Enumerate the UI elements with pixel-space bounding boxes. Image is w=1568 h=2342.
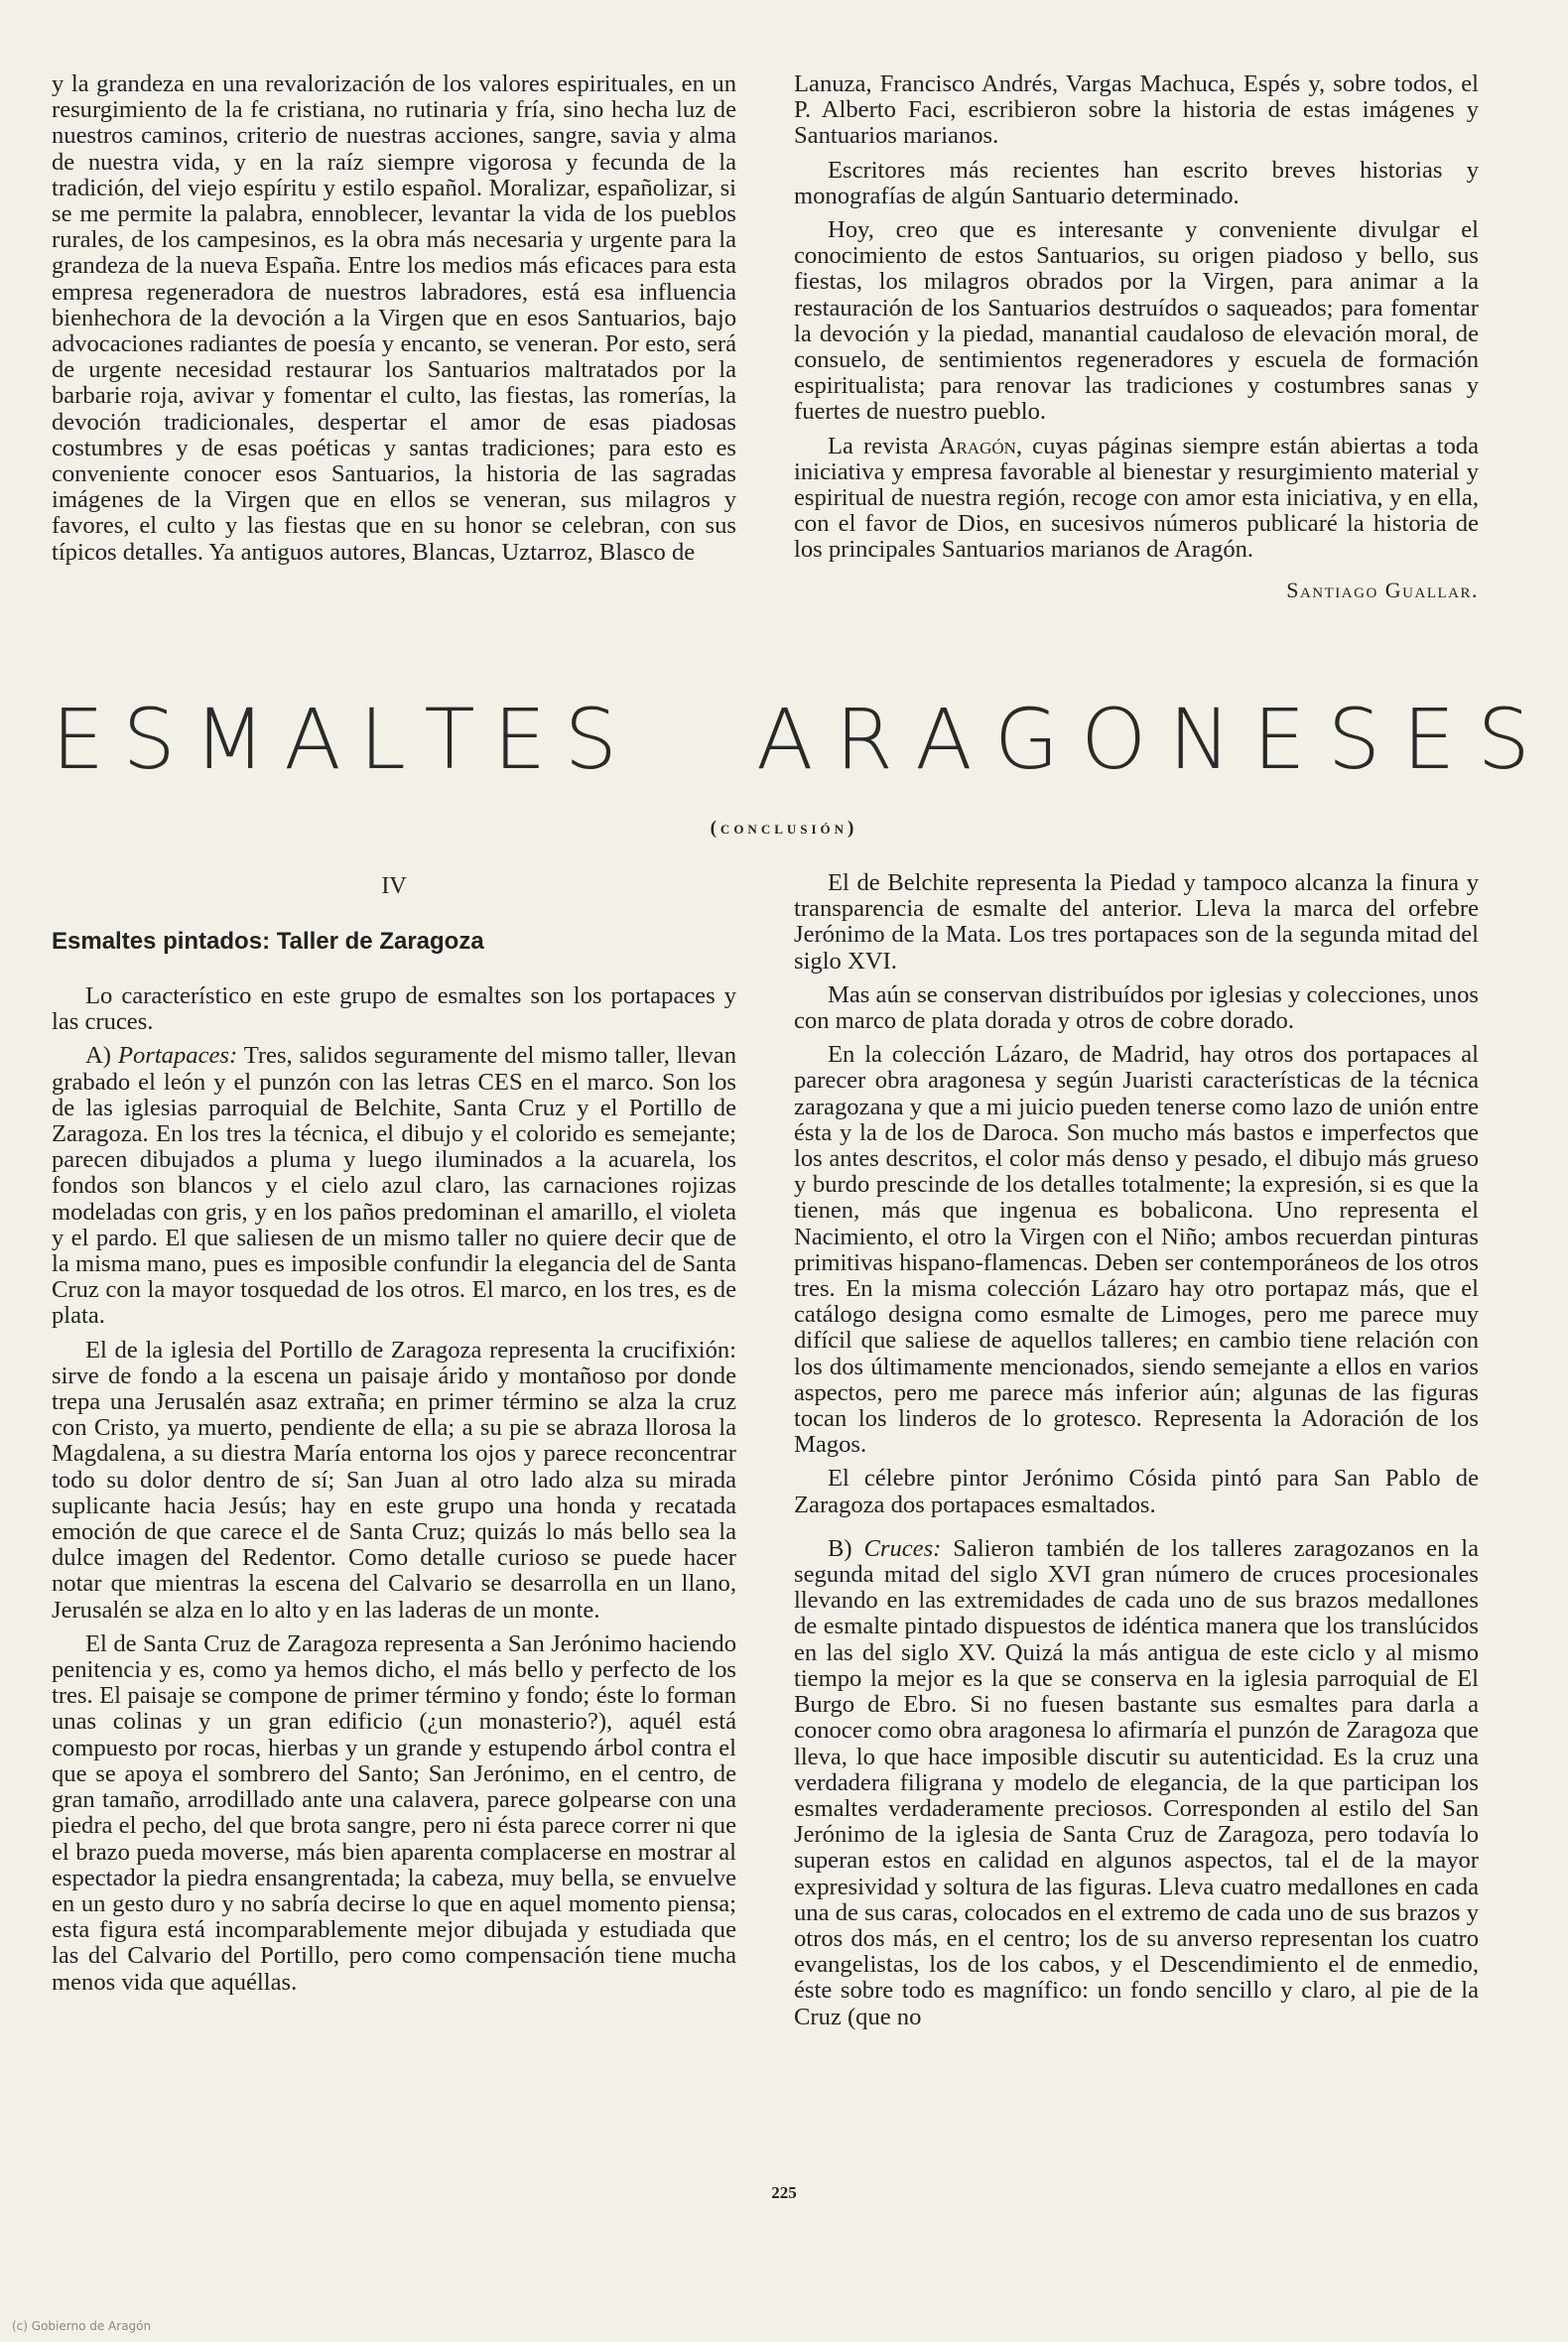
article-right-column [794,870,1479,2038]
article-left-paragraph-4: El de Santa Cruz de Zaragoza representa a San Jerónimo haciendo penitencia y es, como ya hemos dicho, el más bello y perfecto de los tres. El paisaje se compone de primer término y fondo; éste lo forman unas colinas y un gran edificio (¿un monasterio?), aquél está compuesto por rocas, hierbas y un grande y estupendo árbol contra el que se apoya el sombrero del Santo; San Jerónimo, en el centro, de gran tamaño, arrodillado ante una calavera, parece golpearse con una piedra el pecho, del que brota sangre, pero ni ésta parece correr ni que el brazo pueda moverse, más bien aparenta complacerse en mostrar al espectador la piedra ensangrentada; la cabeza, muy bella, se envuelve en un gesto duro y no sabría decirse lo que en aquel momento piensa; esta figura está incomparablemente mejor dibujada y estudiada que las del Calvario del Portillo, pero como compensación tiene mucha menos vida que aquéllas. [52,1629,736,1996]
copyright-credit: (c) Gobierno de Aragón [12,2319,152,2333]
top-left-paragraph: y la grandeza en una revalorización de los valores espirituales, en un resurgimiento de la fe cristiana, no rutinaria y fría, sino hecha luz de nuestros caminos, criterio de nuestras acciones, sangre, savia y alma de nuestra vida, y en la raíz siempre vigorosa y fecunda de la tradición, del viejo espíritu y estilo español. Moralizar, españolizar, si se me permite la palabra, ennoblecer, levantar la vida de los pueblos rurales, de los campesinos, es la obra más necesaria y urgente para la grandeza de la nueva España. Entre los medios más eficaces para esta empresa regeneradora de nuestros labradores, está esa influencia bienhechora de la devoción a la Virgen que en esos Santuarios, bajo advocaciones radiantes de poesía y encanto, se veneran. Por esto, será de urgente necesidad restaurar los Santuarios maltratados por la barbarie roja, avivar y fomentar el culto, las fiestas, las romerías, la devoción tradicionales, despertar el amor de esas piadosas costumbres y de esas poéticas y santas tradiciones; para esto es conveniente conocer esos Santuarios, la historia de las sagradas imágenes de la Virgen que en ellos se veneran, sus milagros y favores, el culto y las fiestas que en su honor se celebran, con sus típicos detalles. Ya antiguos autores, Blancas, Uztarroz, Blasco de [52,70,736,566]
title-word-esmaltes: E S M A L T E S [52,691,617,788]
author-signature: Santiago Guallar. [1286,577,1479,602]
article-left-column [52,873,736,2004]
article-left-paragraph-1: Lo característico en este grupo de esmaltes son los portapaces y las cruces. [52,982,736,1036]
top-right-paragraph-4: La revista Aragón, cuyas páginas siempre están abiertas a toda iniciativa y empresa favorable al bienestar y resurgimiento material y espiritual de nuestra región, recoge con amor esta iniciativa, y en ella, con el favor de Dios, en sucesivos números publicaré la historia de los principales Santuarios marianos de Aragón. [794,432,1479,564]
magazine-name: Aragón [938,432,1016,459]
article-title [52,691,1530,788]
term-cruces: Cruces: [863,1534,942,1562]
article-left-paragraph-3: El de la iglesia del Portillo de Zaragoza representa la crucifixión: sirve de fondo a la escena un paisaje árido y montañoso por donde trepa una Jerusalén asaz extraña; en primer término se alza la cruz con Cristo, ya muerto, pendiente de ella; a su pie se abraza llorosa la Magdalena, a su diestra María entorna los ojos y parece reconcentrar todo su dolor dentro de sí; San Juan al otro lado alza su mirada suplicante hacia Jesús; hay en este grupo una honda y recatada emoción de que carece el de Santa Cruz; quizás lo más bello sea la dulce imagen del Redentor. Como detalle curioso se puede hacer notar que mientras la escena del Calvario se desarrolla en un llano, Jerusalén se alza en lo alto y en las laderas de un monte. [52,1336,736,1624]
top-left-column [52,71,736,574]
top-right-paragraph-1: Lanuza, Francisco Andrés, Vargas Machuca, Espés y, sobre todos, el P. Alberto Faci, escribieron sobre la historia de estas imágenes y Santuarios marianos. [794,70,1479,150]
article-subtitle: (conclusión) [710,818,858,839]
section-number: IV [381,873,407,899]
article-right-paragraph-4: El célebre pintor Jerónimo Cósida pintó para San Pablo de Zaragoza dos portapaces esmaltados. [794,1465,1479,1518]
term-portapaces: Portapaces: [117,1042,238,1070]
top-right-paragraph-3: Hoy, creo que es interesante y conveniente divulgar el conocimiento de estos Santuarios, su origen piadoso y bello, sus fiestas, los milagros obrados por la Virgen, para animar a la restauración de los Santuarios destruídos o saqueados; para fomentar la devoción y la piedad, manantial caudaloso de elevación moral, de consuelo, de sentimientos regeneradores y escuela de formación espiritualista; para renovar las tradiciones y costumbres sanas y fuertes de nuestro pueblo. [794,216,1479,426]
top-right-column [794,71,1479,603]
article-left-paragraph-2: A) Portapaces: Tres, salidos seguramente del mismo taller, llevan grabado el león y el punzón con las letras CES en el marco. Son los de las iglesias parroquial de Belchite, Santa Cruz y el Portillo de Zaragoza. En los tres la técnica, el dibujo y el colorido es semejante; parecen dibujados a pluma y luego iluminados a la acuarela, los fondos son blancos y el cielo azul claro, las carnaciones rojizas modeladas con gris, y en los paños predominan el amarillo, el violeta y el pardo. El que saliesen de un mismo taller no quiere decir que de la misma mano, pues es imposible confundir la elegancia del de Santa Cruz con la mayor tosquedad de los otros. El marco, en los tres, es de plata. [52,1042,736,1330]
article-right-paragraph-1: El de Belchite representa la Piedad y tampoco alcanza la finura y transparencia de esmalte del anterior. Lleva la marca del orfebre Jerónimo de la Mata. Los tres portapaces son de la segunda mitad del siglo XVI. [794,869,1479,975]
page-number: 225 [771,2183,797,2202]
section-title: Esmaltes pintados: Taller de Zaragoza [52,928,484,955]
title-word-aragoneses: A R A G O N E S E S [756,691,1530,788]
article-right-paragraph-2: Mas aún se conservan distribuídos por iglesias y colecciones, unos con marco de plata dorada y otros de cobre dorado. [794,980,1479,1035]
article-right-paragraph-3: En la colección Lázaro, de Madrid, hay otros dos portapaces al parecer obra aragonesa y según Juaristi características de la técnica zaragozana y que a mi juicio pueden tenerse como lazo de unión entre ésta y la de los de Daroca. Son mucho más bastos e imperfectos que los antes descritos, el color más denso y pesado, el dibujo más grueso y burdo prescinde de los detalles totalmente; la expresión, si es que la tienen, más que ingenua es bobalicona. Uno representa el Nacimiento, el otro la Virgen con el Niño; ambos recuerdan pinturas primitivas hispano-flamencas. Deben ser contemporáneos de los otros tres. En la misma colección Lázaro hay otro portapaz más, que el catálogo designa como esmalte de Limoges, pero me parece muy difícil que saliese de aquellos talleres; en cambio tiene relación con los dos últimamente mencionados, siendo semejante a ellos en varios aspectos, pero me parece más inferior aún; algunas de las figuras tocan los linderos de lo grotesco. Representa la Adoración de los Magos. [794,1041,1479,1459]
article-right-paragraph-5: B) Cruces: Salieron también de los talleres zaragozanos en la segunda mitad del siglo XVI gran número de cruces procesionales llevando en las extremidades de cada uno de sus brazos medallones de esmalte pintado dispuestos de idéntica manera que los translúcidos en las del siglo XV. Quizá la más antigua de este ciclo y al mismo tiempo la mejor es la que se conserva en la iglesia parroquial de El Burgo de Ebro. Si no fuesen bastante sus esmaltes para darla a conocer como obra aragonesa lo afirmaría el punzón de Zaragoza que lleva, lo que hace imposible discutir su autenticidad. Es la cruz una verdadera filigrana y modelo de elegancia, de la que participan los esmaltes verdaderamente preciosos. Corresponden al estilo del San Jerónimo de la iglesia de Santa Cruz de Zaragoza, pero todavía lo superan estos en calidad en algunos aspectos, tal el de la mayor expresividad y soltura de las figuras. Lleva cuatro medallones en cada una de sus caras, colocados en el extremo de cada uno de sus brazos y otros dos más, en el centro; los de su anverso representan los cuatro evangelistas, los de los cabos, y el Descendimiento el de enmedio, éste sobre todo es magnífico: un fondo sencillo y claro, al pie de la Cruz (que no [794,1534,1479,2030]
top-right-paragraph-2: Escritores más recientes han escrito breves historias y monografías de algún Santuario determinado. [794,156,1479,209]
